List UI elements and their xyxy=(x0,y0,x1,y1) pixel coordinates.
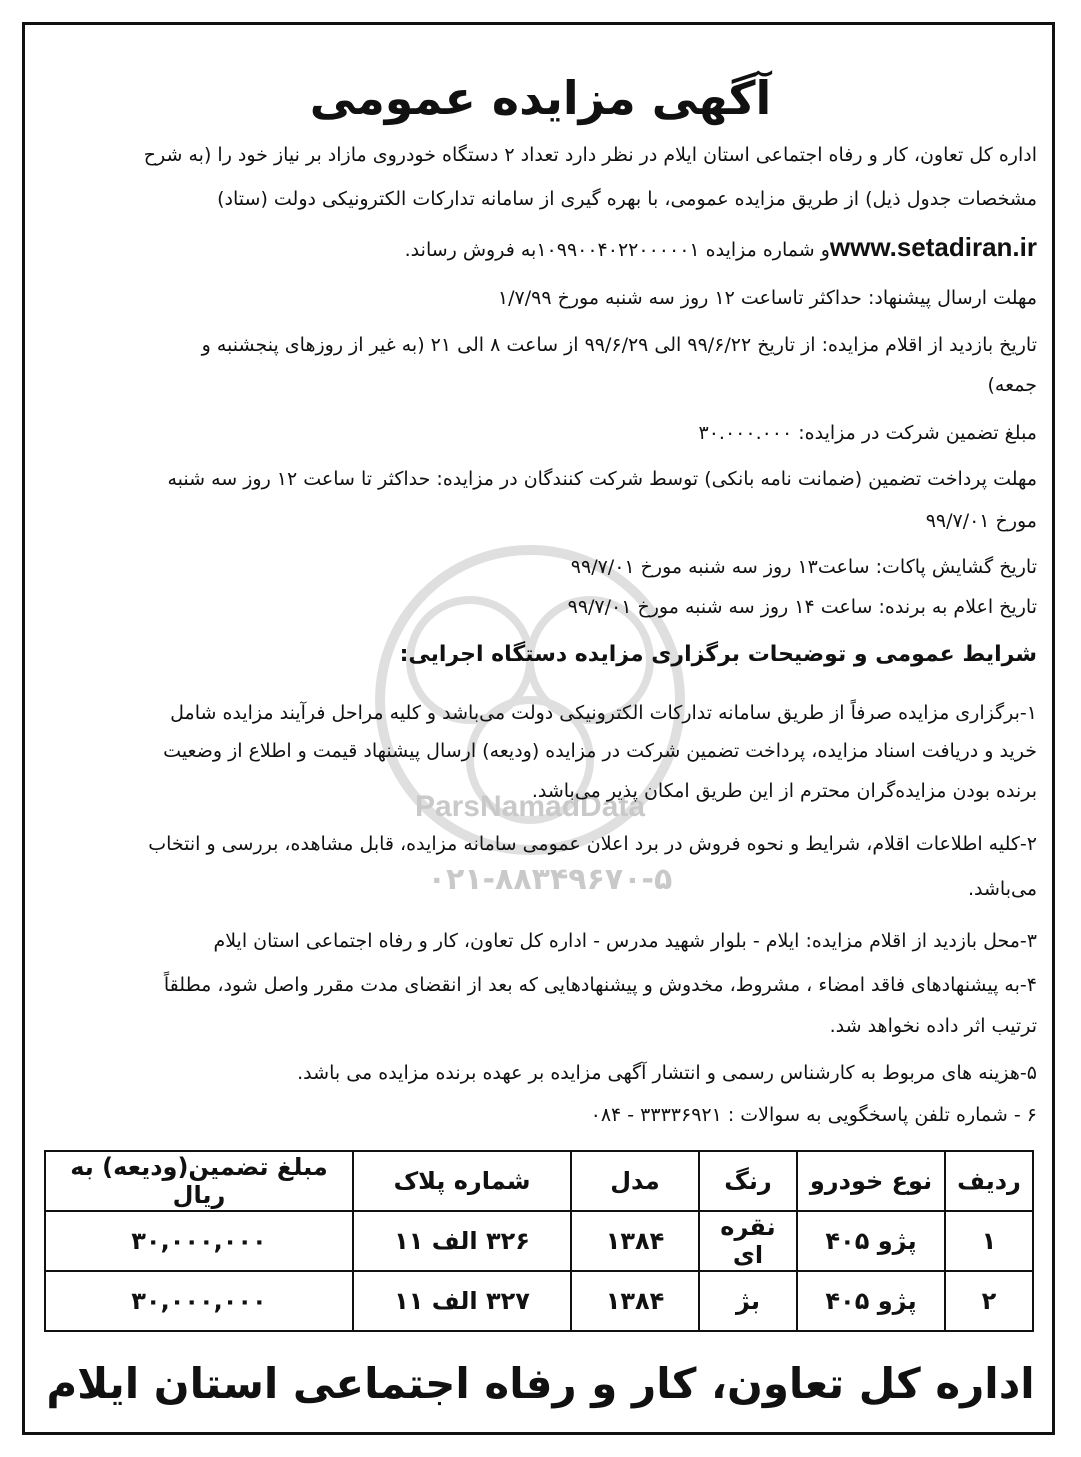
condition-3: ۳-محل بازدید از اقلام مزایده: ایلام - بلوار شهید مدرس - اداره کل تعاون، کار و رفاه اجتماعی استان ایلام xyxy=(213,930,1037,952)
watermark-brand: ParsNamadData xyxy=(414,790,646,823)
header-deposit-amount: مبلغ تضمین(ودیعه) به ریال xyxy=(45,1151,353,1211)
visit-line-1: تاریخ بازدید از اقلام مزایده: از تاریخ ۹۹/۶/۲۲ الی ۹۹/۶/۲۹ از ساعت ۸ الی ۲۱ (به غیر از روزهای پنجشنبه و xyxy=(201,334,1037,356)
intro-line-3 xyxy=(46,232,1037,265)
conditions-heading: شرایط عمومی و توضیحات برگزاری مزایده دستگاه اجرایی: xyxy=(399,642,1037,667)
header-color: رنگ xyxy=(699,1151,797,1211)
condition-5: ۵-هزینه های مربوط به کارشناس رسمی و انتشار آگهی مزایده بر عهده برنده مزایده می باشد. xyxy=(297,1062,1037,1084)
footer-organization: اداره کل تعاون، کار و رفاه اجتماعی استان ایلام xyxy=(46,1359,1035,1408)
intro-line-2: مشخصات جدول ذیل) از طریق مزایده عمومی، با بهره گیری از سامانه تدارکات الکترونیکی دولت (ستاد) xyxy=(217,188,1037,210)
header-plate-number: شماره پلاک xyxy=(353,1151,571,1211)
opening-date: تاریخ گشایش پاکات: ساعت۱۳ روز سه شنبه مورخ ۹۹/۷/۰۱ xyxy=(570,556,1037,578)
vehicle-color: بژ xyxy=(699,1271,797,1331)
deadline-text: مهلت ارسال پیشنهاد: حداکثر تاساعت ۱۲ روز سه شنبه مورخ ۱/۷/۹۹ xyxy=(497,287,1037,309)
setadiran-link[interactable]: www.setadiran.ir xyxy=(829,232,1037,262)
row-number: ۲ xyxy=(945,1271,1033,1331)
condition-6: ۶ - شماره تلفن پاسخگویی به سوالات : ۳۳۳۳۶۹۲۱ - ۰۸۴ xyxy=(590,1104,1037,1126)
intro-line-1: اداره کل تعاون، کار و رفاه اجتماعی استان ایلام در نظر دارد تعداد ۲ دستگاه خودروی مازاد بر نیاز خود را (به شرح xyxy=(143,144,1037,166)
page-title: آگهی مزایده عمومی xyxy=(309,71,772,125)
header-model: مدل xyxy=(571,1151,699,1211)
plate-number: ۳۲۷ الف ۱۱ xyxy=(353,1271,571,1331)
visit-line-2: جمعه) xyxy=(987,374,1037,396)
condition-1-line-2: خرید و دریافت اسناد مزایده، پرداخت تضمین شرکت در مزایده (ودیعه) ارسال پیشنهاد قیمت و اطلاع از وضعیت xyxy=(163,740,1037,762)
vehicle-type: پژو ۴۰۵ xyxy=(797,1211,945,1271)
intro-line-3-text: و شماره مزایده ۱۰۹۹۰۰۴۰۲۲۰۰۰۰۰۱به فروش رساند. xyxy=(404,239,830,261)
deposit-amount: ۳۰,۰۰۰,۰۰۰ xyxy=(45,1271,353,1331)
condition-1-line-1: ۱-برگزاری مزایده صرفاً از طریق سامانه تدارکات الکترونیکی دولت می‌باشد و کلیه مراحل فرآیند مزایده شامل xyxy=(170,702,1037,724)
row-number: ۱ xyxy=(945,1211,1033,1271)
table-row xyxy=(45,1211,1033,1271)
table-header-row xyxy=(45,1151,1033,1211)
header-vehicle-type: نوع خودرو xyxy=(797,1151,945,1211)
deposit-amount: ۳۰,۰۰۰,۰۰۰ xyxy=(45,1211,353,1271)
vehicle-model: ۱۳۸۴ xyxy=(571,1211,699,1271)
payment-line-1: مهلت پرداخت تضمین (ضمانت نامه بانکی) توسط شرکت کنندگان در مزایده: حداکثر تا ساعت ۱۲ روز سه شنبه xyxy=(167,468,1037,490)
vehicle-model: ۱۳۸۴ xyxy=(571,1271,699,1331)
table-row xyxy=(45,1271,1033,1331)
condition-2-line-1: ۲-کلیه اطلاعات اقلام، شرایط و نحوه فروش در برد اعلان عمومی سامانه مزایده، قابل مشاهده، بررسی و انتخاب xyxy=(148,833,1037,855)
condition-1-line-3: برنده بودن مزایده‌گران محترم از این طریق امکان پذیر می‌باشد. xyxy=(531,780,1037,802)
condition-4-line-1: ۴-به پیشنهادهای فاقد امضاء ، مشروط، مخدوش و پیشنهادهایی که بعد از انقضای مدت مقرر واصل شود، مطلقاً xyxy=(163,974,1037,996)
vehicles-table xyxy=(44,1150,1034,1332)
vehicle-type: پژو ۴۰۵ xyxy=(797,1271,945,1331)
plate-number: ۳۲۶ الف ۱۱ xyxy=(353,1211,571,1271)
condition-4-line-2: ترتیب اثر داده نخواهد شد. xyxy=(829,1015,1037,1037)
header-row-number: ردیف xyxy=(945,1151,1033,1211)
winner-date: تاریخ اعلام به برنده: ساعت ۱۴ روز سه شنبه مورخ ۹۹/۷/۰۱ xyxy=(567,596,1037,618)
payment-line-2: مورخ ۹۹/۷/۰۱ xyxy=(925,510,1037,532)
watermark-phone: ۰۲۱-۸۸۳۴۹۶۷۰-۵ xyxy=(427,862,673,897)
condition-2-line-2: می‌باشد. xyxy=(967,878,1037,900)
deposit-text: مبلغ تضمین شرکت در مزایده: ۳۰.۰۰۰.۰۰۰ xyxy=(698,422,1037,444)
vehicle-color: نقره ای xyxy=(699,1211,797,1271)
